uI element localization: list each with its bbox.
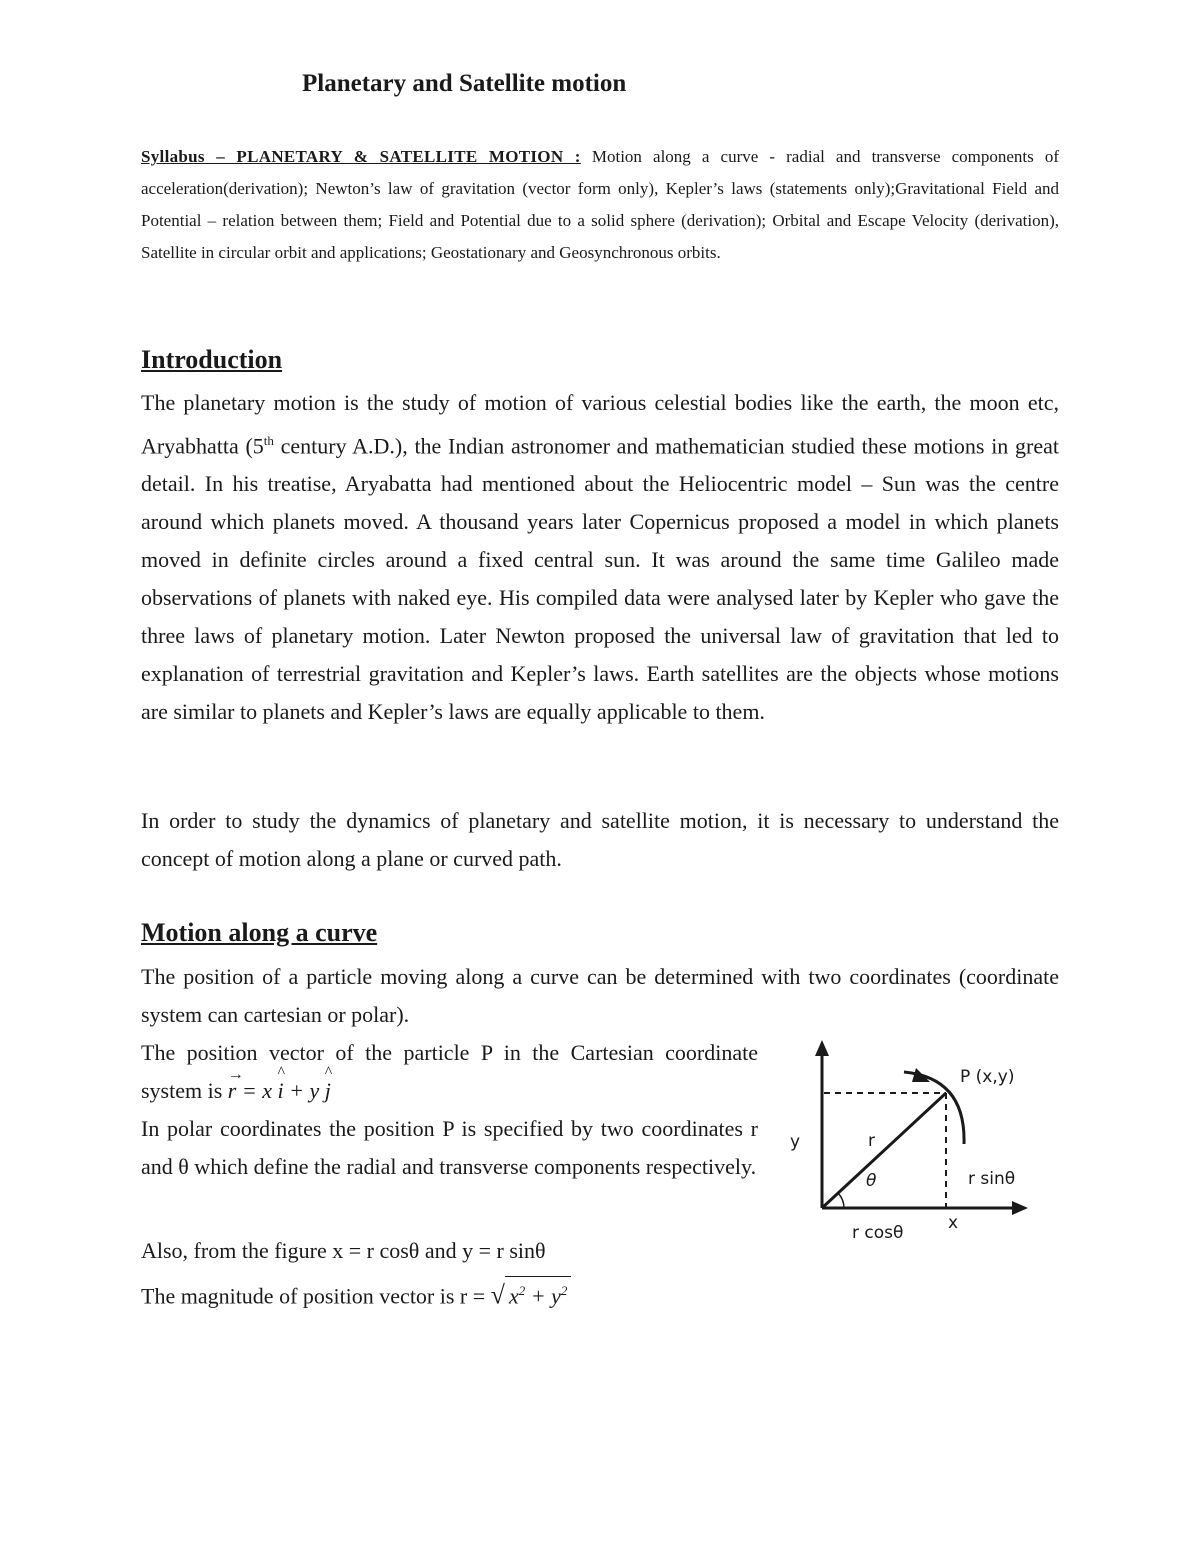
motion-curve-paragraph: The position of a particle moving along a curve can be determined with two coordinates (coordinate system can cartesian or polar).	[141, 964, 1059, 1027]
plus-sign: +	[283, 1078, 310, 1103]
unit-vector-j: ^ j	[325, 1072, 331, 1110]
r-sin-label: r sinθ	[968, 1169, 1016, 1189]
introduction-paragraph-2: In order to study the dynamics of planetary and satellite motion, it is necessary to understand the concept of motion along a plane or curved path.	[141, 808, 1059, 871]
trajectory-arrowhead	[912, 1068, 930, 1082]
sqrt-x-exponent: 2	[518, 1283, 526, 1298]
position-vector-column	[141, 1034, 758, 1186]
r-cos-label: r cosθ	[852, 1223, 904, 1243]
y-label: y	[790, 1132, 801, 1152]
eq-x: x	[262, 1078, 272, 1103]
introduction-heading: Introduction	[141, 345, 283, 374]
radius-vector	[822, 1093, 946, 1208]
theta-label: θ	[866, 1171, 877, 1191]
cartesian-paragraph	[141, 1034, 758, 1110]
magnitude-text: The magnitude of position vector is r =	[141, 1283, 491, 1309]
motion-curve-heading: Motion along a curve	[141, 918, 378, 947]
page-title: Planetary and Satellite motion	[302, 70, 627, 97]
cartesian-text: The position vector of the particle P in the Cartesian coordinate system is	[141, 1040, 758, 1103]
unit-vector-i: ^ i	[277, 1072, 283, 1110]
trajectory-curve	[904, 1072, 964, 1144]
syllabus-text: Motion along a curve - radial and transverse components of acceleration(derivation); Newton’s law of gravitation (vector form only), Kepler’s laws (statements only);Gravitational Field and Potential – relation between them; Field and Potential due to a solid sphere (derivation); Orbital and Escape Velocity (derivation), Satellite in circular orbit and applications; Geostationary and Geosynchronous orbits.	[141, 147, 1059, 262]
polar-coordinates-figure	[780, 1030, 1040, 1250]
polar-paragraph: In polar coordinates the position P is specified by two coordinates r and θ which define the radial and transverse components respectively.	[141, 1116, 758, 1179]
sqrt-plus: +	[525, 1283, 552, 1309]
magnitude-paragraph	[141, 1276, 1059, 1315]
equals-sign: =	[236, 1078, 263, 1103]
y-axis-arrowhead	[815, 1040, 829, 1056]
eq-y: y	[309, 1078, 320, 1103]
intro-superscript: th	[263, 433, 274, 448]
x-axis-arrowhead	[1012, 1201, 1028, 1215]
relation-paragraph: Also, from the figure x = r cosθ and y = r sinθ	[141, 1238, 546, 1263]
r-label: r	[868, 1131, 875, 1151]
sqrt-expression	[505, 1276, 571, 1310]
intro-text-rest: century A.D.), the Indian astronomer and mathematician studied these motions in great detail. In his treatise, Aryabatta had mentioned about the Heliocentric model – Sun was the centre around which planets moved. A thousand years later Copernicus proposed a model in which planets moved in definite circles around a fixed central sun. It was around the same time Galileo made observations of planets with naked eye. His compiled data were analysed later by Kepler who gave the three laws of planetary motion. Later Newton proposed the universal law of gravitation that led to explanation of terrestrial gravitation and Kepler’s laws. Earth satellites are the objects whose motions are similar to planets and Kepler’s laws are equally applicable to them.	[141, 433, 1060, 725]
syllabus-paragraph	[141, 141, 1059, 269]
introduction-paragraph	[141, 384, 1059, 731]
sqrt-sign: √	[490, 1280, 505, 1310]
point-p-label: P (x,y)	[960, 1067, 1015, 1087]
theta-arc	[838, 1193, 844, 1208]
sqrt-y-exponent: 2	[560, 1283, 568, 1298]
sqrt-x: x	[508, 1283, 519, 1309]
vector-r: → r	[228, 1072, 237, 1110]
syllabus-lead: Syllabus – PLANETARY & SATELLITE MOTION :	[141, 147, 581, 166]
sqrt-y: y	[551, 1283, 561, 1309]
x-label: x	[948, 1213, 959, 1233]
intro-text-start: The planetary motion is the study of motion of various celestial bodies like the earth, the moon etc, Aryabhatta (5	[141, 390, 1059, 459]
position-vector-equation	[228, 1078, 331, 1103]
